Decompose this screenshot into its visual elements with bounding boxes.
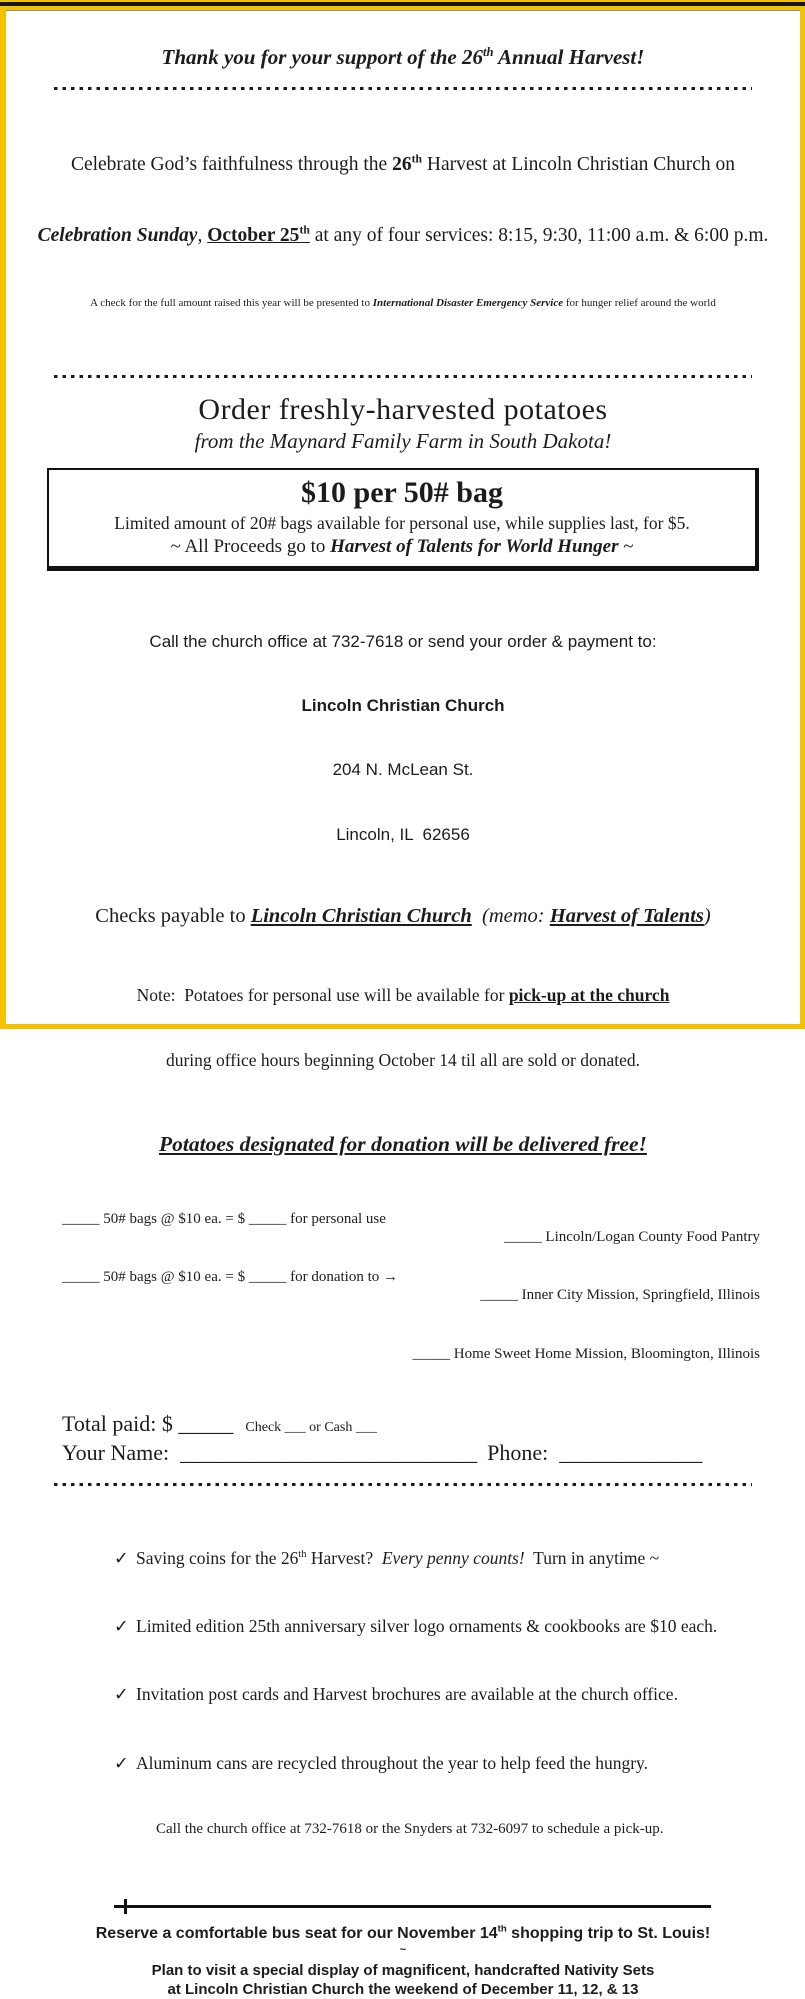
checks-payable-text: Checks payable to <box>95 904 251 927</box>
pickup-underlined: pick-up at the church <box>508 984 670 1005</box>
limited-supply-line: Limited amount of 20# bags available for personal use, while supplies last, for $5. <box>114 513 690 534</box>
ordinal-superscript: th <box>411 152 422 166</box>
recipient-name: Lincoln/Logan County Food Pantry <box>545 1228 760 1245</box>
nativity-block <box>6 1962 800 1999</box>
ordinal-superscript: th <box>299 223 310 237</box>
item-text: Aluminum cans are recycled throughout the year to help feed the hungry. <box>136 1752 649 1773</box>
celebrate-block <box>6 105 800 358</box>
recipient-name: Inner City Mission, Springfield, Illinois <box>521 1287 760 1304</box>
street-address: 204 N. McLean St. <box>332 760 474 780</box>
order-row-personal <box>62 1210 398 1230</box>
thank-you-text-end: Annual Harvest! <box>493 45 645 69</box>
phone-label: Phone: <box>487 1440 560 1466</box>
total-paid-line <box>6 1411 800 1437</box>
checklist-item-ornaments <box>114 1615 800 1638</box>
phone-blank: _____________ <box>559 1440 703 1466</box>
item-text-start: Saving coins for the 26 <box>136 1547 299 1568</box>
event-date: October 25 <box>207 224 300 246</box>
rule-line <box>114 1905 711 1908</box>
fine-print-text-end: for hunger relief around the world <box>563 297 716 310</box>
bus-trip-line <box>6 1925 800 1943</box>
proceeds-line <box>57 536 747 558</box>
celebration-sunday-label: Celebration Sunday <box>37 224 198 246</box>
tilde-separator: ~ <box>399 1943 407 1956</box>
scan-top-bar <box>0 2 805 6</box>
total-paid-label: Total paid: $ <box>62 1411 179 1437</box>
rule-tick-mark <box>124 1899 127 1914</box>
recipient-name: Home Sweet Home Mission, Bloomington, Illinois <box>453 1345 760 1362</box>
payment-method-blanks: Check ___ or Cash ___ <box>245 1420 377 1436</box>
city-state-zip: Lincoln, IL 62656 <box>336 824 470 844</box>
checklist-item-postcards <box>114 1683 800 1706</box>
amount-blank: _____ <box>248 1210 287 1227</box>
nativity-line2: at Lincoln Christian Church the weekend of December 11, 12, & 13 <box>167 1980 639 1998</box>
offer-headline: Order freshly-harvested potatoes <box>198 393 608 427</box>
total-blank: _____ <box>178 1411 234 1437</box>
separator: , <box>197 224 208 246</box>
ordinal-superscript: th <box>298 1549 307 1561</box>
celebrate-text-end: Harvest at Lincoln Christian Church on <box>422 153 736 175</box>
checks-payable-line <box>6 905 800 928</box>
recipient-row <box>413 1345 761 1365</box>
order-form-area <box>6 1171 800 1404</box>
thank-you-line <box>6 45 800 70</box>
note-line2: during office hours beginning October 14 til all are sold or donated. <box>165 1050 640 1071</box>
checkmark-icon: ✓ <box>114 1752 129 1773</box>
donation-recipients <box>413 1189 761 1404</box>
church-name: Lincoln Christian Church <box>301 696 505 716</box>
recipient-row <box>413 1286 761 1306</box>
fine-print-line <box>6 297 800 310</box>
memo-open: (memo: <box>471 904 550 927</box>
note-line1 <box>6 985 800 1007</box>
item-text: Limited edition 25th anniversary silver logo ornaments & cookbooks are $10 each. <box>136 1616 718 1637</box>
proceeds-text: ~ All Proceeds go to <box>170 536 331 558</box>
recipient-row <box>413 1228 761 1248</box>
harvest-of-talents-name: Harvest of Talents for World Hunger <box>330 536 619 558</box>
recipient-blank: _____ <box>412 1345 454 1362</box>
pickup-note <box>6 941 800 1116</box>
penny-counts-italic: Every penny counts! <box>381 1547 525 1568</box>
item-text-end: Turn in anytime ~ <box>524 1547 660 1568</box>
quantity-blank: _____ <box>62 1210 100 1227</box>
row-purpose: for personal use <box>286 1210 386 1227</box>
thank-you-text: Thank you for your support of the 26 <box>161 45 483 69</box>
proceeds-text-end: ~ <box>618 536 634 558</box>
row-purpose: for donation to → <box>286 1269 398 1286</box>
item-text <box>136 1547 659 1570</box>
price-line: $10 per 50# bag <box>301 476 503 510</box>
fine-print-text: A check for the full amount raised this year will be presented to <box>90 297 373 310</box>
order-row-donation <box>62 1268 398 1288</box>
celebrate-line2 <box>6 224 800 248</box>
memo-close: ) <box>703 904 711 927</box>
quantity-blank: _____ <box>62 1269 100 1286</box>
row-label: 50# bags @ $10 ea. = $ <box>99 1210 249 1227</box>
checklist-item-coins <box>114 1547 800 1570</box>
checkmark-icon: ✓ <box>114 1616 129 1637</box>
nativity-line1: Plan to visit a special display of magnificent, handcrafted Nativity Sets <box>151 1961 655 1979</box>
row-label: 50# bags @ $10 ea. = $ <box>99 1269 249 1286</box>
relief-org-name: International Disaster Emergency Service <box>372 297 564 310</box>
ordinal-superscript: th <box>497 1923 507 1935</box>
recipient-blank: _____ <box>480 1287 522 1304</box>
dotted-divider-third <box>54 1483 753 1486</box>
celebrate-line1 <box>6 153 800 177</box>
checkmark-icon: ✓ <box>114 1684 129 1705</box>
bus-trip-text-end: shopping trip to St. Louis! <box>506 1924 711 1942</box>
amount-blank: _____ <box>248 1269 287 1286</box>
item-text: Invitation post cards and Harvest brochures are available at the church office. <box>136 1684 678 1705</box>
name-blank: ___________________________ <box>180 1440 478 1466</box>
payee-name: Lincoln Christian Church <box>250 904 472 927</box>
service-times: at any of four services: 8:15, 9:30, 11:00 a.m. & 6:00 p.m. <box>309 224 769 246</box>
dotted-divider-second <box>54 375 753 378</box>
your-name-label: Your Name: <box>62 1440 181 1466</box>
celebrate-text: Celebrate God’s faithfulness through the <box>70 153 393 175</box>
order-rows <box>62 1171 398 1327</box>
name-phone-line <box>6 1440 800 1466</box>
recipient-blank: _____ <box>504 1228 546 1245</box>
item-text-mid: Harvest? <box>306 1547 382 1568</box>
checklist-item-cans <box>114 1752 800 1775</box>
bus-trip-text: Reserve a comfortable bus seat for our November 14 <box>95 1924 498 1942</box>
checkmark-icon: ✓ <box>114 1547 129 1568</box>
memo-value: Harvest of Talents <box>549 904 704 927</box>
footer-rule <box>114 1899 711 1914</box>
price-box <box>47 468 759 571</box>
note-text: Note: Potatoes for personal use will be available for <box>136 984 509 1005</box>
footer-announcements <box>6 1925 800 1999</box>
ordinal-superscript: th <box>483 45 494 59</box>
cans-pickup-subline: Call the church office at 732-7618 or the Snyders at 732-6097 to schedule a pick-up. <box>156 1820 664 1837</box>
offer-subhead: from the Maynard Family Farm in South Dakota! <box>194 429 612 454</box>
contact-block <box>6 588 800 888</box>
donation-headline: Potatoes designated for donation will be delivered free! <box>159 1131 647 1156</box>
announcements-checklist <box>114 1501 800 1885</box>
flyer-sheet <box>6 10 800 1998</box>
call-office-line: Call the church office at 732-7618 or send your order & payment to: <box>149 632 657 652</box>
harvest-number: 26 <box>392 153 412 175</box>
dotted-divider-top <box>54 87 753 90</box>
